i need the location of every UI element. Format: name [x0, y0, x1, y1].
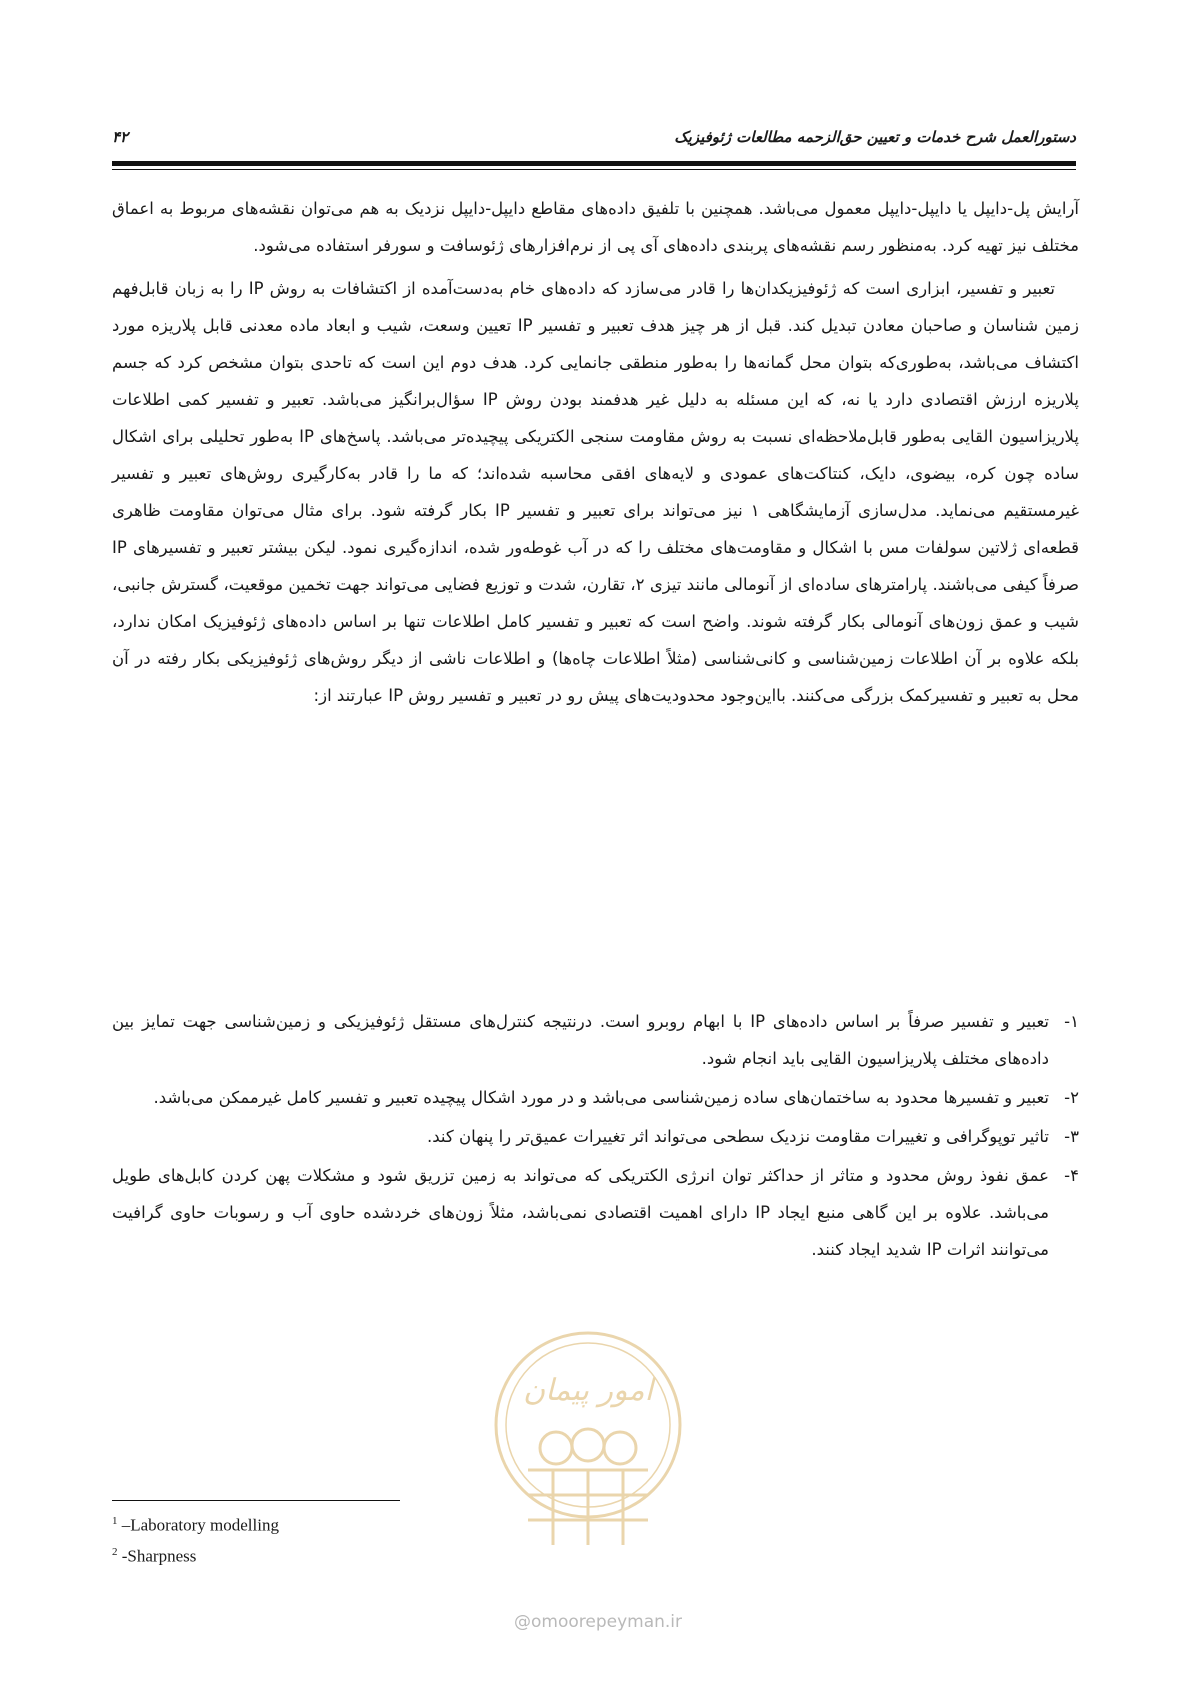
list-item-number: ۲-: [1064, 1088, 1079, 1107]
footnote: [112, 1539, 279, 1570]
list-item-number: ۳-: [1064, 1127, 1079, 1146]
list-item: [112, 1003, 1079, 1077]
paragraph: تعبیر و تفسیر، ابزاری است که ژئوفیزیکدان‌ها را قادر می‌سازد که داده‌های خام به‌دست‌آمده از اکتشافات به روش IP را به زبان قابل‌فهم زمین شناسان و صاحبان معادن تبدیل کند. قبل از هر چیز هدف تعبیر و تفسیر IP تعیین وسعت، شیب و ابعاد ماده معدنی قابل پلاریزه مورد اکتشاف می‌باشد، به‌طوری‌که بتوان محل گمانه‌ها را به‌طور منطقی جانمایی کرد. هدف دوم این است که تاحدی بتوان مشخص کرد که جسم پلاریزه ارزش اقتصادی دارد یا نه، که این مسئله به دلیل غیر هدفمند بودن روش IP سؤال‌برانگیز می‌باشد. تعبیر و تفسیر کمی اطلاعات پلاریزاسیون القایی به‌طور قابل‌ملاحظه‌ای نسبت به روش مقاومت سنجی الکتریکی پیچیده‌تر می‌باشد. پاسخ‌های IP به‌طور تحلیلی برای اشکال ساده چون کره، بیضوی، دایک، کنتاکت‌های عمودی و لایه‌های افقی محاسبه شده‌اند؛ که ما را قادر به‌کارگیری روش‌های تعبیر و تفسیر غیرمستقیم می‌نماید. مدل‌سازی آزمایشگاهی ۱ نیز می‌تواند برای تعبیر و تفسیر IP بکار گرفته شود. برای مثال می‌توان مقاومت ظاهری قطعه‌ای ژلاتین سولفات مس با اشکال و مقاومت‌های مختلف را که در آب غوطه‌ور شده، اندازه‌گیری نمود. لیکن بیشتر تعبیر و تفسیرهای IP صرفاً کیفی می‌باشند. پارامترهای ساده‌ای از آنومالی مانند تیزی ۲، تقارن، شدت و توزیع فضایی می‌تواند جهت تخمین موقعیت، گسترش جانبی، شیب و عمق زون‌های آنومالی بکار گرفته شوند. واضح است که تعبیر و تفسیر کامل اطلاعات تنها بر اساس داده‌های ژئوفیزیک امکان ندارد، بلکه علاوه بر آن اطلاعات زمین‌شناسی و کانی‌شناسی (مثلاً اطلاعات چاه‌ها) و اطلاعات ناشی از دیگر روش‌های ژئوفیزیکی بکار رفته در آن محل به تعبیر و تفسیرکمک بزرگی می‌کنند. بااین‌وجود محدودیت‌های پیش رو در تعبیر و تفسیر روش IP عبارتند از:: [112, 279, 1080, 705]
footnote-text: -Sharpness: [117, 1546, 197, 1566]
list-item: [112, 1079, 1079, 1116]
list-item-number: ۱-: [1064, 1012, 1079, 1031]
list-item: [112, 1118, 1079, 1155]
list-item-text: تاثیر توپوگرافی و تغییرات مقاومت نزدیک سطحی می‌تواند اثر تغییرات عمیق‌تر را پنهان کند.: [427, 1127, 1049, 1146]
footnote-mark: 2: [112, 1545, 118, 1558]
footnote-rule: [112, 1500, 400, 1501]
footnote-mark: 1: [112, 1515, 118, 1527]
footnotes: [112, 1508, 279, 1569]
header-rule-thin: [112, 169, 1076, 170]
body-text: [112, 190, 1079, 714]
header-title: دستورالعمل شرح خدمات و تعیین حق‌الزحمه مطالعات ژئوفیزیک: [674, 128, 1076, 146]
footnote: [112, 1508, 279, 1539]
page-number: ۴۲: [112, 128, 129, 146]
watermark-logo-text: امور پیمان: [523, 1373, 653, 1408]
paragraph: آرایش پل-دایپل یا دایپل-دایپل معمول می‌باشد. همچنین با تلفیق داده‌های مقاطع دایپل-دایپل نزدیک به هم می‌توان نقشه‌های مربوط به اعماق مختلف نیز تهیه کرد. به‌منظور رسم نقشه‌های پربندی داده‌های آی پی از نرم‌افزارهای ژئوسافت و سورفر استفاده می‌شود.: [112, 199, 1079, 255]
list-item-text: تعبیر و تفسیر صرفاً بر اساس داده‌های IP با ابهام روبرو است. درنتیجه کنترل‌های مستقل ژئوفیزیکی و زمین‌شناسی جهت تمایز بین داده‌های مختلف پلاریزاسیون القایی باید انجام شود.: [112, 1012, 1049, 1068]
header-rule-thick: [112, 161, 1076, 166]
watermark-logo: [488, 1320, 688, 1590]
list-item-text: تعبیر و تفسیرها محدود به ساختمان‌های ساده زمین‌شناسی می‌باشد و در مورد اشکال پیچیده تعبیر و تفسیر کامل غیرممکن می‌باشد.: [153, 1088, 1049, 1107]
list-item-text: عمق نفوذ روش محدود و متاثر از حداکثر توان انرژی الکتریکی که می‌تواند به زمین تزریق شود و مشکلات پهن کردن کابل‌های طویل می‌باشد. علاوه بر این گاهی منبع ایجاد IP دارای اهمیت اقتصادی نمی‌باشد، مثلاً زون‌های خردشده حاوی آب و رسوبات حاوی گرافیت می‌توانند اثرات IP شدید ایجاد کنند.: [112, 1166, 1049, 1259]
watermark-url: @omoorepeyman.ir: [513, 1612, 683, 1632]
list-item-number: ۴-: [1064, 1166, 1079, 1185]
footnote-text: –Laboratory modelling: [117, 1515, 279, 1535]
list-item: [112, 1157, 1079, 1268]
limitations-list: [112, 1003, 1079, 1270]
